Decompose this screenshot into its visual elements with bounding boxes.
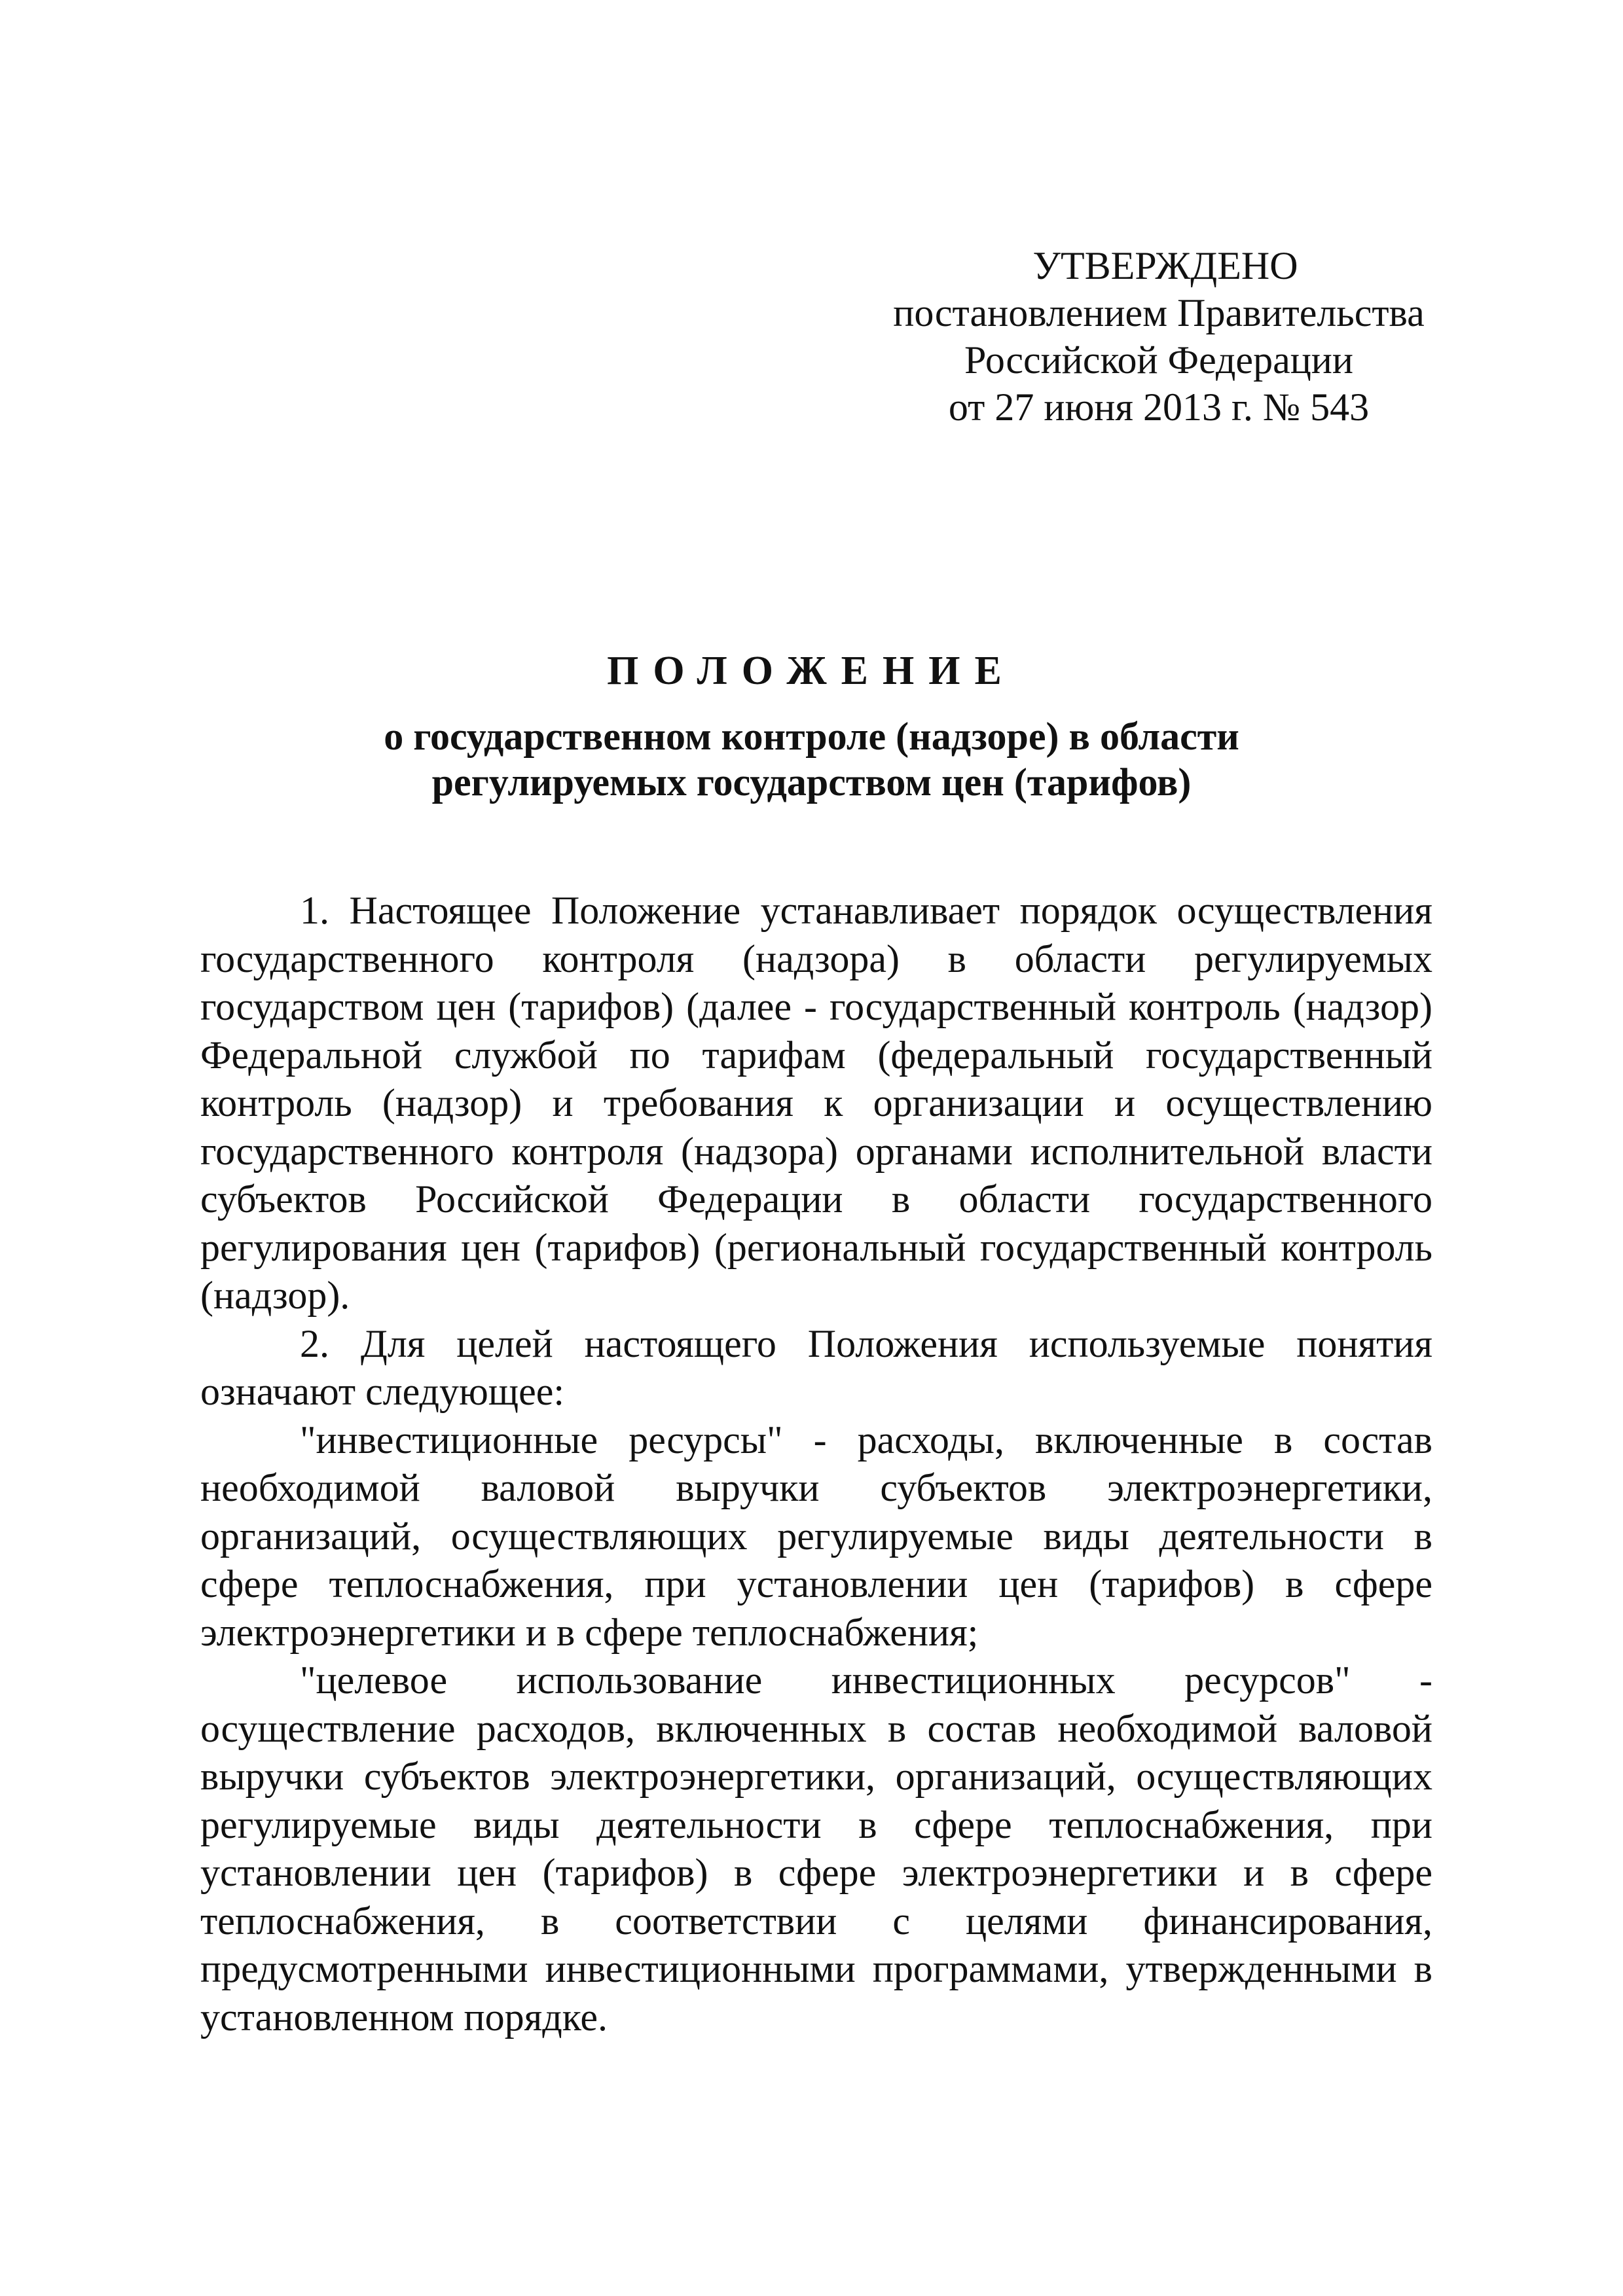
approval-line: Российской Федерации <box>964 338 1354 382</box>
subtitle-line: о государственном контроле (надзоре) в области <box>384 715 1239 758</box>
document-subtitle <box>0 713 1623 805</box>
approval-date-number: от 27 июня 2013 г. № 543 <box>948 386 1370 429</box>
definition-targeted-use: "целевое использование инвестиционных ресурсов" - осуществление расходов, включенных в состав необходимой валовой выручки субъектов электроэнергетики, организаций, осуществляющих регулируемые виды деятельности в сфере теплоснабжения, при установлении цен (тарифов) в сфере электроэнергетики и в сфере теплоснабжения, в соответствии с целями финансирования, предусмотренными инвестиционными программами, утвержденными в установленном порядке. <box>200 1659 1432 2039</box>
paragraph-1: 1. Настоящее Положение устанавливает порядок осуществления государственного контроля (надзора) в области регулируемых государством цен (тарифов) (далее - государственный контроль (надзор) Федеральной службой по тарифам (федеральный государственный контроль (надзор) и требования к организации и осуществлению государственного контроля (надзора) органами исполнительной власти субъектов Российской Федерации в области государственного регулирования цен (тарифов) (региональный государственный контроль (надзор). <box>200 889 1432 1317</box>
document-body <box>200 887 1432 2041</box>
document-title: ПОЛОЖЕНИЕ <box>607 649 1016 693</box>
definition-investment-resources: "инвестиционные ресурсы" - расходы, включенные в состав необходимой валовой выручки субъектов электроэнергетики, организаций, осуществляющих регулируемые виды деятельности в сфере теплоснабжения, при установлении цен (тарифов) в сфере электроэнергетики и в сфере теплоснабжения; <box>200 1418 1432 1654</box>
subtitle-line: регулируемых государством цен (тарифов) <box>431 761 1192 804</box>
approval-stamp <box>877 242 1440 431</box>
paragraph-2: 2. Для целей настоящего Положения используемые понятия означают следующее: <box>200 1321 1432 1413</box>
approval-heading: УТВЕРЖДЕНО <box>1032 244 1298 287</box>
approval-line: постановлением Правительства <box>893 291 1425 334</box>
